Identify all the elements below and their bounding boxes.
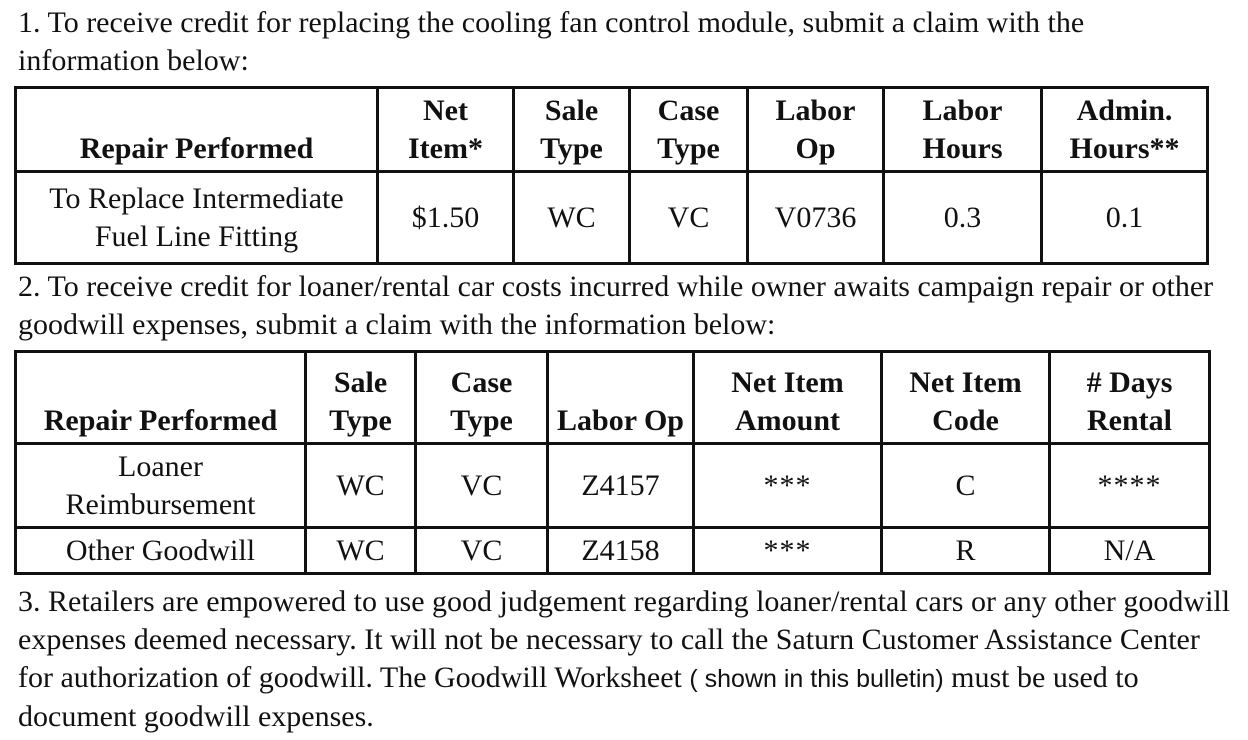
cell-days-rental: N/A (1050, 528, 1210, 574)
cell-net-item-code: C (882, 444, 1050, 528)
header-labor-hours: Labor Hours (884, 88, 1042, 172)
cell-net-item-amount: *** (694, 528, 882, 574)
header-net-item-amount: Net Item Amount (694, 352, 882, 444)
table-row (16, 172, 1208, 264)
section-3-text-after: must be used to document goodwill expenses. (18, 661, 1139, 733)
header-sale-type: Sale Type (514, 88, 630, 172)
cell-labor-op: Z4158 (548, 528, 694, 574)
cell-repair-performed: To Replace Intermediate Fuel Line Fitting (16, 172, 378, 264)
cell-labor-op: Z4157 (548, 444, 694, 528)
goodwill-claim-table (14, 350, 1211, 575)
header-repair-performed: Repair Performed (16, 352, 306, 444)
section-2-instruction: 2. To receive credit for loaner/rental car costs incurred while owner awaits campaign repair or other goodwill expenses, submit a claim with the information below: (18, 270, 1214, 341)
cell-admin-hours: 0.1 (1042, 172, 1208, 264)
cell-net-item: $1.50 (378, 172, 514, 264)
header-case-type: Case Type (416, 352, 548, 444)
header-net-item: Net Item* (378, 88, 514, 172)
cell-net-item-code: R (882, 528, 1050, 574)
header-sale-type: Sale Type (306, 352, 416, 444)
header-days-rental: # Days Rental (1050, 352, 1210, 444)
table-row (16, 528, 1210, 574)
cell-labor-hours: 0.3 (884, 172, 1042, 264)
header-labor-op: Labor Op (548, 352, 694, 444)
cell-case-type: VC (416, 444, 548, 528)
cell-case-type: VC (630, 172, 748, 264)
header-case-type: Case Type (630, 88, 748, 172)
cell-repair-performed: Other Goodwill (16, 528, 306, 574)
cell-labor-op: V0736 (748, 172, 884, 264)
cell-case-type: VC (416, 528, 548, 574)
section-1-instruction: 1. To receive credit for replacing the cooling fan control module, submit a claim with the information below: (18, 6, 1085, 77)
cell-repair-performed: Loaner Reimbursement (16, 444, 306, 528)
table-header-row (16, 352, 1210, 444)
header-admin-hours: Admin. Hours** (1042, 88, 1208, 172)
cell-sale-type: WC (306, 528, 416, 574)
cell-sale-type: WC (514, 172, 630, 264)
cell-days-rental: **** (1050, 444, 1210, 528)
section-3-inline-note: ( shown in this bulletin) (689, 665, 944, 693)
header-repair-performed: Repair Performed (16, 88, 378, 172)
header-labor-op: Labor Op (748, 88, 884, 172)
fan-module-claim-table (14, 86, 1209, 265)
header-net-item-code: Net Item Code (882, 352, 1050, 444)
cell-sale-type: WC (306, 444, 416, 528)
section-3-instruction (18, 583, 1233, 736)
table-header-row (16, 88, 1208, 172)
table-row (16, 444, 1210, 528)
cell-net-item-amount: *** (694, 444, 882, 528)
section-3-text-before: 3. Retailers are empowered to use good judgement regarding loaner/rental cars or any other goodwill expenses deemed necessary. It will not be necessary to call the Saturn Customer Assistance Center for authorization of goodwill. The Goodwill Worksheet (18, 585, 1231, 694)
